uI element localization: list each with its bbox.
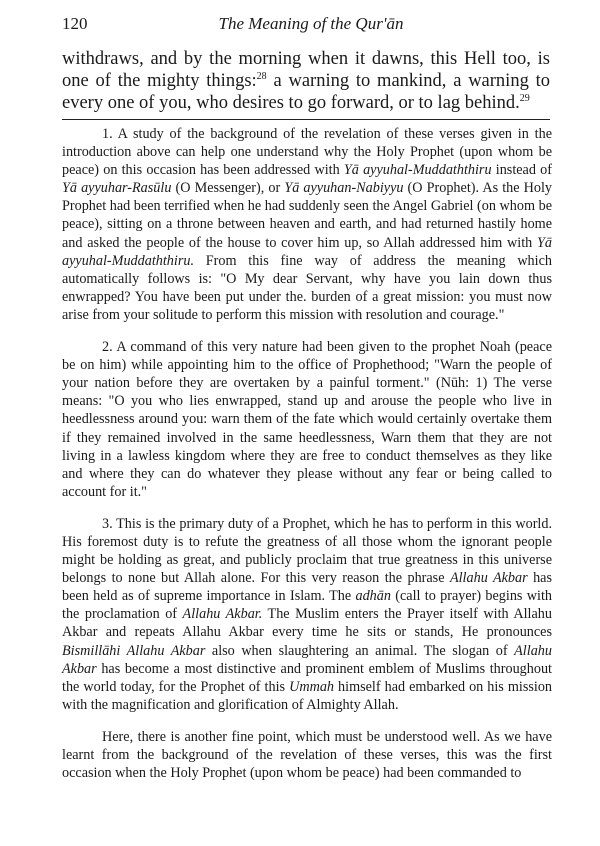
note-3-italic-f: Allahu Akbar. xyxy=(182,606,263,623)
note-3-italic-h: Bismillāhi Allahu Akbar xyxy=(62,642,206,659)
note-3-text-g: The Muslim enters the Prayer itself with Allahu Akbar and repeats Allahu Akbar every time he sits or stands, He pronounces xyxy=(62,606,552,641)
note-1-text-e: (O Messenger), or xyxy=(171,180,285,197)
note-1-italic-b: Yā ayyuhal-Muddaththiru xyxy=(343,162,492,179)
footnote-ref-28[interactable]: 28 xyxy=(256,70,267,82)
note-3-text-m: himself had embarked on his mission with the magnification and glorification of Almighty Allah. xyxy=(62,678,553,713)
note-2: 2. A command of this very nature had been given to the prophet Noah (peace be on him) while appointing him to the office of Prophethood; "Warn the people of your nation before they are overtaken by a painful torment." (Nūh: 1) The verse means: "O you who lies enwrapped, stand up and arouse the people who live in heedlessness around you: warn them of the fate which would certainly overtake them if they remained involved in the same heedlessness, Warn them that they are not living in a lawless kingdom where they are free to conduct themselves as they like and where they can do whatever they please without any fear or being called to account for it." xyxy=(62,339,552,500)
note-3-text-c: has been held as of supreme importance in Islam. The xyxy=(62,570,552,605)
note-1-italic-h: Yā ayyuhal-Muddaththiru. xyxy=(62,234,552,269)
note-3-text-i: also when slaughtering an animal. The slogan of xyxy=(205,642,515,659)
note-3-italic-d: adhān xyxy=(355,588,391,605)
note-3 xyxy=(62,515,552,714)
note-1-italic-f: Yā ayyuhan-Nabiyyu xyxy=(284,180,404,197)
note-3-text-e: (call to prayer) begins with the proclamation of xyxy=(62,588,552,623)
note-4: Here, there is another fine point, which must be understood well. As we have learnt from the background of the revelation of these verses, this was the first occasion when the Holy Prophet (upon whom be peace) had been commanded to xyxy=(62,728,552,782)
note-3-italic-j: Allahu Akbar xyxy=(62,642,552,677)
note-3-text-k: has become a most distinctive and prominent emblem of Muslims throughout the world today, for the Prophet of this xyxy=(62,660,552,695)
note-3-italic-l: Ummah xyxy=(289,678,335,695)
footnotes xyxy=(62,125,552,796)
note-1-text-i: From this fine way of address the meaning which automatically follows is: "O My dear Servant, why have you lain down thus enwrapped? You have been put under the. burden of a great mission: you must now arise from your solitude to perform this mission with resolution and courage." xyxy=(62,252,552,323)
page-header xyxy=(62,14,560,38)
main-text-part-1: withdraws, and by the morning when it dawns, this Hell too, is one of the mighty things: xyxy=(62,49,550,91)
note-1-text-c: instead of xyxy=(491,162,552,179)
footnote-ref-29[interactable]: 29 xyxy=(519,92,530,104)
running-head: The Meaning of the Qur'ān xyxy=(218,14,404,33)
note-1-text-g: (O Prophet). As the Holy Prophet had been terrified when he had suddenly seen the Angel Gabriel (on whom be peace), sitting on a throne between heaven and earth, and had returned hastily home and asked the people of the house to cover him up, so Allah addressed him with xyxy=(62,180,552,251)
note-1-italic-d: Yā ayyuhar-Rasūlu xyxy=(62,180,172,197)
note-1-text-a: 1. A study of the background of the revelation of these verses given in the introduction above can help one understand why the Holy Prophet (upon whom be peace) on this occasion has been addressed with xyxy=(62,126,552,179)
note-3-text-a: 3. This is the primary duty of a Prophet, which he has to perform in this world. His foremost duty is to refute the greatness of all those whom the ignorant people might be holding as great, and publicly proclaim that true greatness in this universe belongs to none but Allah alone. For this very reason the phrase xyxy=(62,515,552,587)
main-text xyxy=(62,48,550,114)
note-3-italic-b: Allahu Akbar xyxy=(449,570,528,587)
note-1 xyxy=(62,125,552,324)
footnote-divider xyxy=(62,119,550,120)
page-number: 120 xyxy=(62,14,88,33)
main-text-part-2: a warning to mankind, a warning to every one of you, who desires to go forward, or to lag behind. xyxy=(62,71,551,113)
